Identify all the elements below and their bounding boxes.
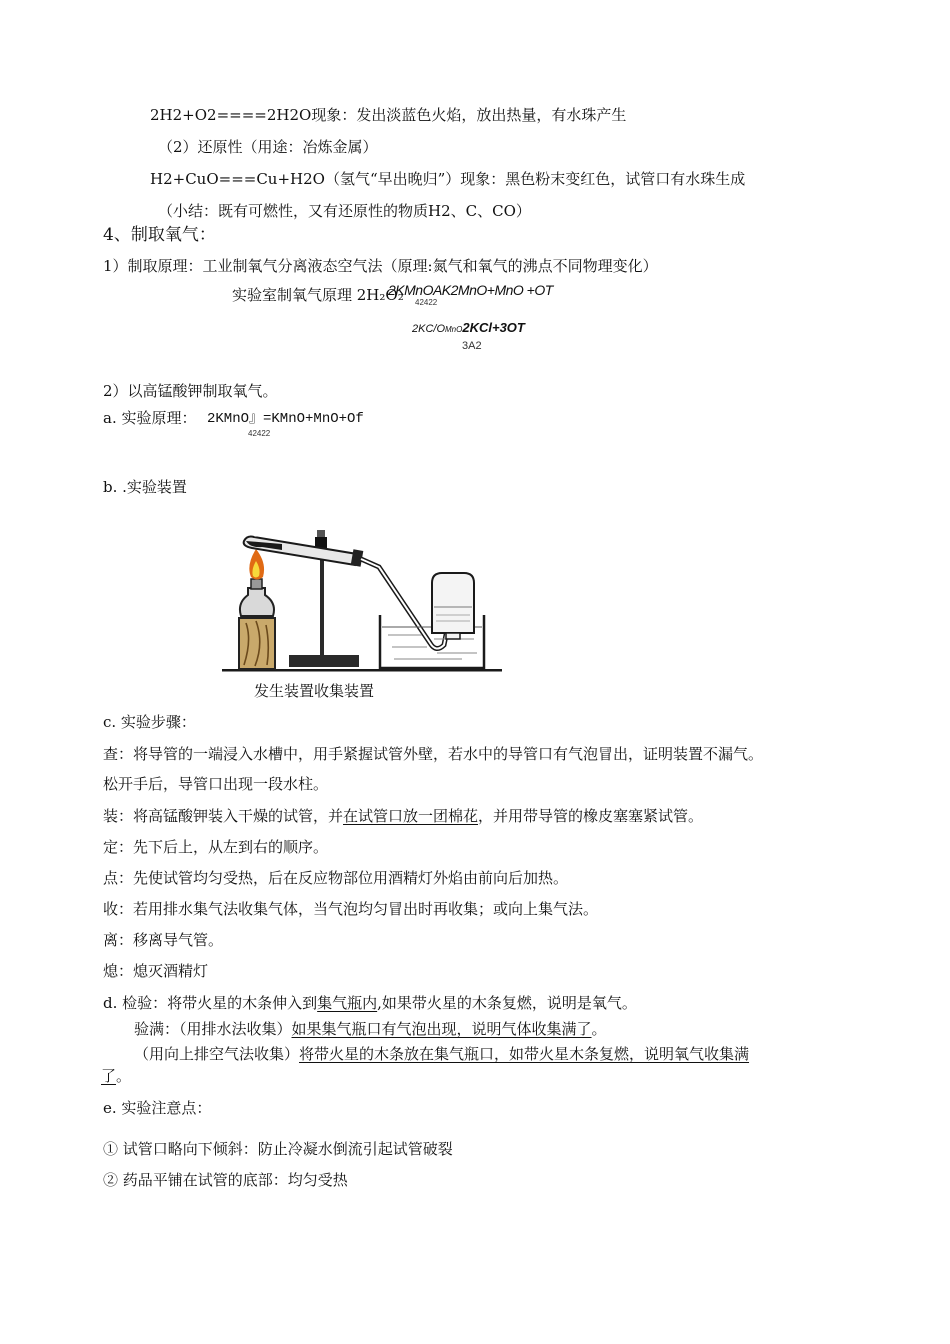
step-collect: 收：若用排水集气法收集气体，当气泡均匀冒出时再收集；或向上集气法。	[103, 900, 599, 918]
reducibility-heading: （2）还原性（用途：冶炼金属）	[158, 138, 378, 156]
flame-icon	[249, 549, 264, 580]
step-load-start: 装：将高锰酸钾装入干燥的试管，并	[103, 807, 344, 825]
lab-equation-2-subscripts: 3A2	[462, 340, 482, 352]
lab-equation-2-catalyst: MnO	[445, 325, 463, 334]
full-check-water-label: 验满：（用排水法收集）	[134, 1020, 292, 1038]
step-remove: 离：移离导气管。	[103, 931, 224, 949]
step-extinguish: 熄：熄灭酒精灯	[103, 962, 209, 980]
apparatus-diagram	[222, 515, 512, 675]
apparatus-heading: b. .实验装置	[103, 478, 187, 496]
test-line-underlined: 集气瓶内	[317, 994, 378, 1012]
section-heading: 4、制取氧气：	[103, 225, 216, 245]
step-load-end: ，并用带导管的橡皮塞塞紧试管。	[478, 807, 704, 825]
test-line	[103, 993, 637, 1013]
lab-equation-2-products: 2KCl+3OT	[462, 320, 525, 335]
test-line-end: ,如果带火星的木条复燃，说明是氧气。	[377, 994, 637, 1012]
combustion-equation: 2H2+O2====2H2O现象：发出淡蓝色火焰，放出热量，有水珠产生	[150, 106, 627, 124]
full-check-air-label: （用向上排空气法收集）	[134, 1045, 300, 1063]
step-check: 查：将导管的一端浸入水槽中，用手紧握试管外壁，若水中的导管口有气泡冒出，证明装置不漏气。	[103, 745, 764, 763]
full-check-water-underlined: 如果集气瓶口有气泡出现，说明气体收集满了	[291, 1020, 592, 1038]
note-1: ① 试管口略向下倾斜：防止冷凝水倒流引起试管破裂	[103, 1140, 453, 1158]
lab-equation-1-subscripts: 42422	[415, 298, 438, 307]
full-check-water-end: 。	[591, 1020, 607, 1038]
step-load	[103, 806, 703, 826]
full-check-air-continued	[101, 1066, 131, 1086]
full-check-air-period: 。	[116, 1067, 132, 1085]
full-check-water	[134, 1019, 607, 1039]
test-line-start: d. 检验：将带火星的木条伸入到	[103, 994, 318, 1012]
apparatus-caption: 发生装置收集装置	[254, 682, 375, 700]
principle-a-equation: 2KMnO』=KMnO+MnO+Of	[207, 411, 364, 427]
full-check-air	[134, 1044, 749, 1064]
full-check-air-underlined: 将带火星的木条放在集气瓶口，如带火星木条复燃，说明氧气收集满	[299, 1045, 750, 1063]
kmno4-heading: 2）以高锰酸钾制取氧气。	[103, 382, 278, 400]
step-light: 点：先使试管均匀受热，后在反应物部位用酒精灯外焰由前向后加热。	[103, 869, 569, 887]
alcohol-lamp	[240, 579, 274, 616]
step-load-underlined: 在试管口放一团棉花	[343, 807, 479, 825]
note-2: ② 药品平铺在试管的底部：均匀受热	[103, 1171, 348, 1189]
reduction-equation: H2+CuO===Cu+H2O（氢气“早出晚归”）现象：黑色粉末变红色，试管口有水珠生成	[150, 170, 746, 188]
lab-principle-label: 实验室制氧气原理 2H₂O₂	[232, 286, 404, 304]
lab-equation-2-reactant: 2KC/O	[412, 323, 446, 335]
summary-line: （小结：既有可燃性，又有还原性的物质H2、C、CO）	[158, 202, 531, 220]
principle-a-label: a. 实验原理：	[103, 409, 197, 427]
principle-line: 1）制取原理：工业制氧气分离液态空气法（原理:氮气和氧气的沸点不同物理变化）	[103, 257, 658, 275]
principle-a-subscripts: 42422	[248, 429, 271, 438]
lab-equation-2	[412, 317, 525, 336]
notes-heading: e. 实验注意点：	[103, 1099, 212, 1117]
full-check-air-underlined-end: 了	[101, 1067, 117, 1085]
step-fix: 定：先下后上，从左到右的顺序。	[103, 838, 329, 856]
step-check-continued: 松开手后，导管口出现一段水柱。	[103, 775, 329, 793]
lab-equation-1: 2KMnOAK2MnO+MnO +OT	[388, 282, 553, 298]
gas-collecting-bottle	[432, 573, 474, 639]
wood-block	[239, 618, 275, 669]
steps-heading: c. 实验步骤：	[103, 713, 196, 731]
